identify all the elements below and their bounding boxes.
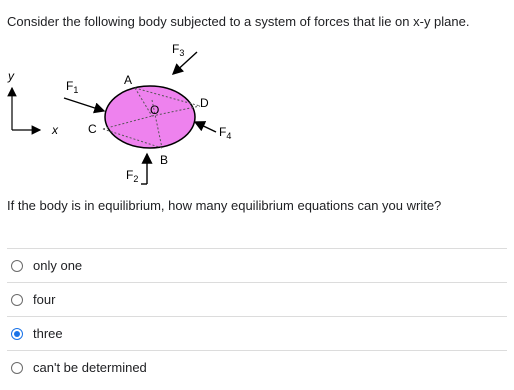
option-label: four: [33, 292, 56, 307]
option-cant-be-determined[interactable]: [7, 350, 507, 384]
radio-button-icon[interactable]: [11, 260, 23, 272]
option-three[interactable]: [7, 316, 507, 350]
point-o-label: O: [150, 103, 160, 117]
question-prompt: Consider the following body subjected to a system of forces that lie on x-y plane.: [7, 14, 470, 29]
option-four[interactable]: [7, 282, 507, 316]
option-label: only one: [33, 258, 83, 273]
point-a-label: A: [124, 73, 133, 87]
point-b-label: B: [160, 153, 169, 167]
force-f4-label: $F_4$: [219, 125, 232, 141]
force-f3-label: $F_3$: [172, 42, 185, 58]
force-diagram: [0, 38, 514, 198]
force-f1-label: $F_1$: [66, 79, 79, 95]
force-f4-arrow: [195, 122, 216, 132]
option-label: can't be determined: [33, 360, 147, 375]
radio-button-selected-icon[interactable]: [11, 328, 23, 340]
axis-x-label: x: [52, 123, 58, 137]
radio-button-icon[interactable]: [11, 294, 23, 306]
question-followup: If the body is in equilibrium, how many equilibrium equations can you write?: [7, 198, 442, 213]
force-f1-arrow: [64, 98, 104, 111]
answer-options: [7, 248, 507, 384]
point-c-label: C: [88, 122, 97, 136]
axis-y-label: y: [8, 69, 14, 83]
coordinate-axes: [7, 69, 59, 137]
point-d-label: D: [200, 96, 209, 110]
option-only-one[interactable]: [7, 248, 507, 282]
radio-button-icon[interactable]: [11, 362, 23, 374]
force-f2-label: $F_2$: [126, 168, 139, 184]
option-label: three: [33, 326, 63, 341]
